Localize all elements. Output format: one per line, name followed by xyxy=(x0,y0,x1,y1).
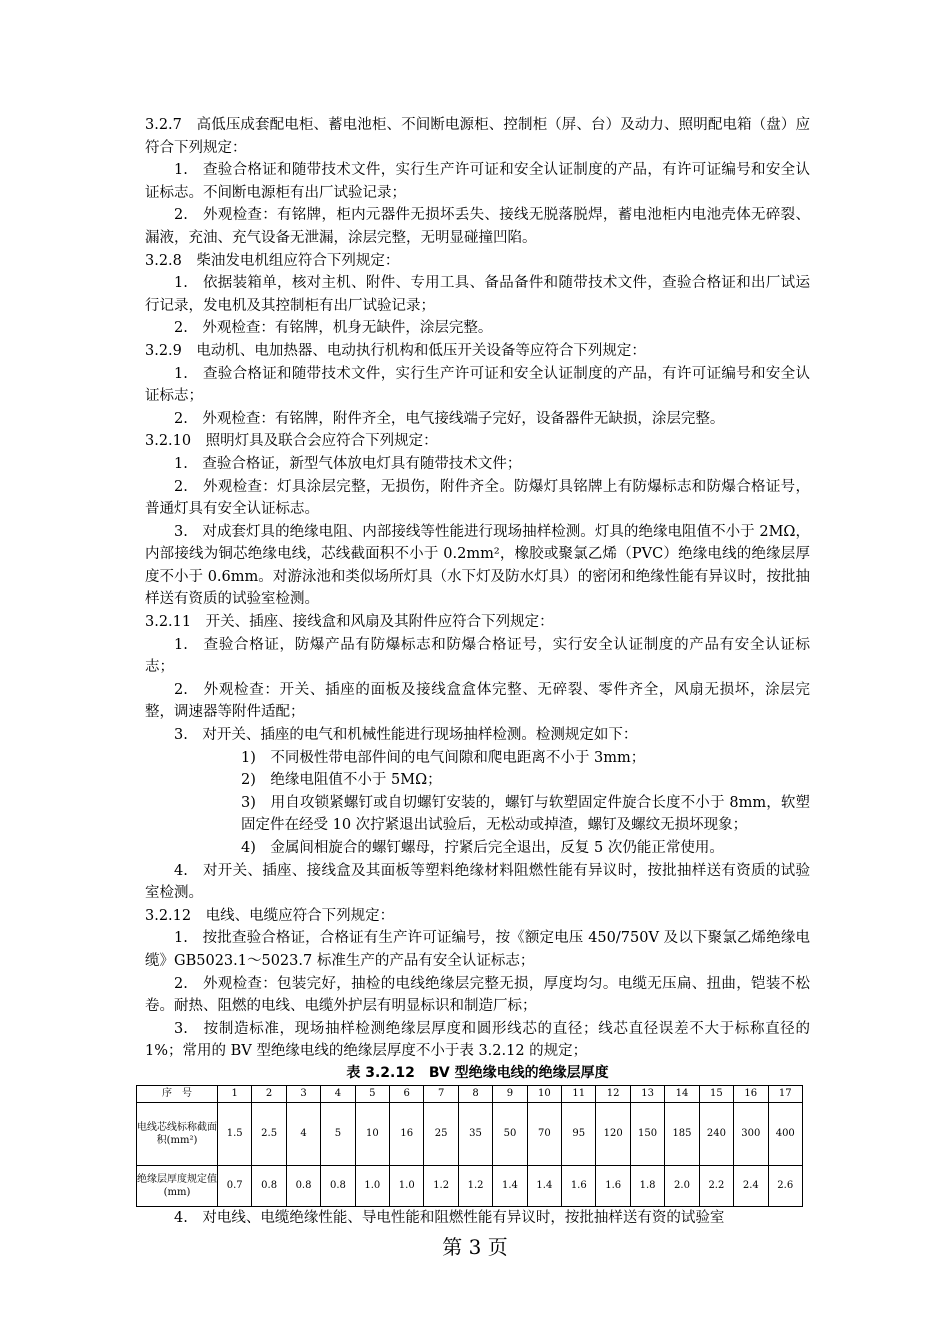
table-cell: 1.2 xyxy=(458,1165,492,1206)
table-cell: 1.8 xyxy=(630,1165,664,1206)
paragraph: 3. 对开关、插座的电气和机械性能进行现场抽样检测。检测规定如下： xyxy=(174,727,638,744)
table-cell: 1.6 xyxy=(596,1165,630,1206)
table-cell: 8 xyxy=(458,1085,492,1102)
paragraph: 1. 查验合格证和随带技术文件，实行生产许可证和安全认证制度的产品，有许可证编号和安全认证标志。不间断电源柜有出厂试验记录； xyxy=(145,162,810,201)
table-cell: 2.0 xyxy=(665,1165,699,1206)
table-cell: 95 xyxy=(562,1102,596,1165)
table-cell: 14 xyxy=(665,1085,699,1102)
paragraph: 2. 外观检查：有铭牌，附件齐全，电气接线端子完好，设备器件无缺损，涂层完整。 xyxy=(174,410,725,427)
table-cell: 1.0 xyxy=(355,1165,389,1206)
table-cell: 2.4 xyxy=(734,1165,768,1206)
table-cell: 9 xyxy=(493,1085,527,1102)
row-header-thickness: 绝缘层厚度规定值(mm) xyxy=(137,1165,218,1206)
paragraph: 1. 查验合格证，防爆产品有防爆标志和防爆合格证号，实行安全认证制度的产品有安全认证标志； xyxy=(145,636,810,676)
table-cell: 15 xyxy=(699,1085,733,1102)
table-cell: 0.7 xyxy=(218,1165,252,1206)
table-cell: 3 xyxy=(286,1085,320,1102)
document-body xyxy=(137,114,810,1230)
table-row-thickness xyxy=(137,1165,803,1206)
table-cell: 7 xyxy=(424,1085,458,1102)
table-caption: 表 3.2.12 BV 型绝缘电线的绝缘层厚度 xyxy=(346,1064,609,1081)
table-cell: 5 xyxy=(355,1085,389,1102)
table-cell: 11 xyxy=(562,1085,596,1102)
row-header-seq: 序 号 xyxy=(137,1085,218,1102)
table-cell: 17 xyxy=(768,1085,803,1102)
table-cell: 2.2 xyxy=(699,1165,733,1206)
paragraph: 1. 查验合格证和随带技术文件，实行生产许可证和安全认证制度的产品，有许可证编号和安全认证标志； xyxy=(145,365,810,405)
table-cell: 70 xyxy=(527,1102,561,1165)
paragraph: 1. 查验合格证，新型气体放电灯具有随带技术文件； xyxy=(174,455,522,472)
table-cell: 6 xyxy=(390,1085,424,1102)
table-cell: 16 xyxy=(734,1085,768,1102)
paragraph: 2. 外观检查：灯具涂层完整，无损伤，附件齐全。防爆灯具铭牌上有防爆标志和防爆合格证号，普通灯具有安全认证标志。 xyxy=(145,478,810,518)
table-cell: 150 xyxy=(630,1102,664,1165)
row-header-area: 电线芯线标称截面积(mm²) xyxy=(137,1102,218,1165)
paragraph: 1. 按批查验合格证，合格证有生产许可证编号，按《额定电压 450/750V 及以下聚氯乙烯绝缘电缆》GB5023.1～5023.7 标准生产的产品有安全认证标志； xyxy=(145,930,810,969)
paragraph: 2. 外观检查：有铭牌，机身无缺件，涂层完整。 xyxy=(174,320,493,337)
table-cell: 10 xyxy=(527,1085,561,1102)
paragraph: 2. 外观检查：有铭牌，柜内元器件无损坏丢失、接线无脱落脱焊，蓄电池柜内电池壳体无碎裂、漏液，充油、充气设备无泄漏，涂层完整，无明显碰撞凹陷。 xyxy=(145,207,810,246)
section-heading: 3.2.10 照明灯具及联合会应符合下列规定： xyxy=(145,433,438,450)
table-cell: 400 xyxy=(768,1102,803,1165)
table-cell: 4 xyxy=(286,1102,320,1165)
table-cell: 1.0 xyxy=(390,1165,424,1206)
section-heading: 3.2.7 高低压成套配电柜、蓄电池柜、不间断电源柜、控制柜（屏、台）及动力、照明配电箱（盘）应符合下列规定： xyxy=(145,117,810,156)
table-cell: 4 xyxy=(321,1085,355,1102)
table-cell: 1.2 xyxy=(424,1165,458,1206)
table-cell: 1.5 xyxy=(218,1102,252,1165)
sub-item: 1) 不同极性带电部件间的电气间隙和爬电距离不小于 3mm； xyxy=(241,749,646,766)
sub-item: 4) 金属间相旋合的螺钉螺母，拧紧后完全退出，反复 5 次仍能正常使用。 xyxy=(241,840,724,856)
table-cell: 0.8 xyxy=(252,1165,286,1206)
section-heading: 3.2.9 电动机、电加热器、电动执行机构和低压开关设备等应符合下列规定： xyxy=(145,342,646,359)
table-cell: 120 xyxy=(596,1102,630,1165)
table-cell: 50 xyxy=(493,1102,527,1165)
table-cell: 300 xyxy=(734,1102,768,1165)
table-cell: 10 xyxy=(355,1102,389,1165)
table-cell: 25 xyxy=(424,1102,458,1165)
table-cell: 13 xyxy=(630,1085,664,1102)
paragraph: 4. 对电线、电缆绝缘性能、导电性能和阻燃性能有异议时，按批抽样送有资的试验室 xyxy=(174,1209,725,1226)
table-cell: 0.8 xyxy=(286,1165,320,1206)
table-cell: 12 xyxy=(596,1085,630,1102)
section-heading: 3.2.8 柴油发电机组应符合下列规定： xyxy=(145,252,400,269)
table-cell: 5 xyxy=(321,1102,355,1165)
table-cell: 2.6 xyxy=(768,1165,803,1206)
table-cell: 2.5 xyxy=(252,1102,286,1165)
table-cell: 1.4 xyxy=(527,1165,561,1206)
section-heading: 3.2.12 电线、电缆应符合下列规定： xyxy=(145,907,395,924)
paragraph: 3. 对成套灯具的绝缘电阻、内部接线等性能进行现场抽样检测。灯具的绝缘电阻值不小于 2MΩ，内部接线为铜芯绝缘电线，芯线截面积不小于 0.2mm²，橡胶或聚氯乙烯（PVC）绝缘电线的绝缘层厚度不小于 0.6mm。对游泳池和类似场所灯具（水下灯及防水灯具）的密闭和绝缘性能有异议时，按批抽样送有资质的试验室检测。 xyxy=(145,523,810,608)
insulation-thickness-table xyxy=(136,1085,803,1207)
section-heading: 3.2.11 开关、插座、接线盒和风扇及其附件应符合下列规定： xyxy=(145,614,554,631)
table-cell: 0.8 xyxy=(321,1165,355,1206)
sub-item: 2) 绝缘电阻值不小于 5MΩ； xyxy=(241,772,442,789)
paragraph: 2. 外观检查：包装完好，抽检的电线绝缘层完整无损，厚度均匀。电缆无压扁、扭曲，铠装不松卷。耐热、阻燃的电线、电缆外护层有明显标识和制造厂标； xyxy=(145,975,810,1015)
table-cell: 185 xyxy=(665,1102,699,1165)
table-cell: 1 xyxy=(218,1085,252,1102)
table-row-area xyxy=(137,1102,803,1165)
page-number: 第 3 页 xyxy=(442,1235,508,1259)
table-cell: 16 xyxy=(390,1102,424,1165)
table-cell: 2 xyxy=(252,1085,286,1102)
table-cell: 1.4 xyxy=(493,1165,527,1206)
paragraph: 3. 按制造标准，现场抽样检测绝缘层厚度和圆形线芯的直径；线芯直径误差不大于标称直径的 1%；常用的 BV 型绝缘电线的绝缘层厚度不小于表 3.2.12 的规定； xyxy=(145,1020,810,1060)
table-cell: 240 xyxy=(699,1102,733,1165)
paragraph: 1. 依据装箱单，核对主机、附件、专用工具、备品备件和随带技术文件，查验合格证和出厂试运行记录，发电机及其控制柜有出厂试验记录； xyxy=(145,275,810,314)
paragraph: 4. 对开关、插座、接线盒及其面板等塑料绝缘材料阻燃性能有异议时，按批抽样送有资质的试验室检测。 xyxy=(145,862,810,902)
table-cell: 1.6 xyxy=(562,1165,596,1206)
sub-item: 3) 用自攻锁紧螺钉或自切螺钉安装的，螺钉与软塑固定件旋合长度不小于 8mm，软塑固定件在经受 10 次拧紧退出试验后，无松动或掉渣，螺钉及螺纹无损坏现象； xyxy=(241,794,810,834)
paragraph: 2. 外观检查：开关、插座的面板及接线盒盒体完整、无碎裂、零件齐全，风扇无损坏，涂层完整，调速器等附件适配； xyxy=(145,681,810,721)
table-cell: 35 xyxy=(458,1102,492,1165)
table-row-seq xyxy=(137,1085,803,1102)
